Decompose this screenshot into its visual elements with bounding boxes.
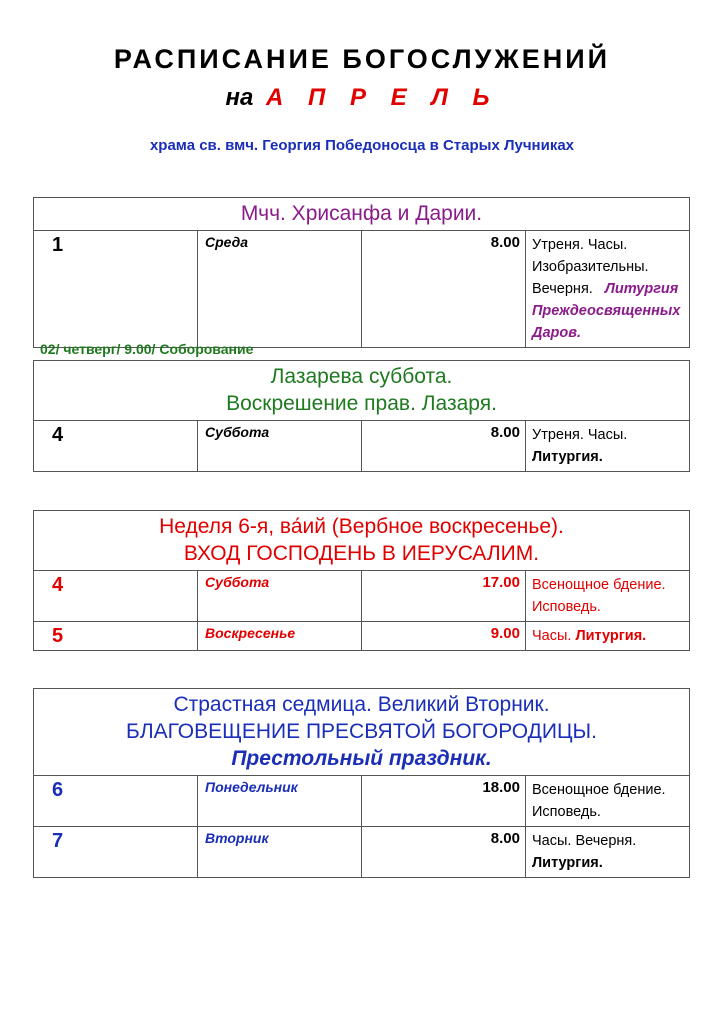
service-time: 8.00 bbox=[362, 827, 526, 878]
month-name: А П Р Е Л Ь bbox=[266, 84, 499, 111]
day-number: 5 bbox=[34, 622, 198, 651]
heading-line: Лазарева суббота. bbox=[270, 365, 453, 388]
table-row bbox=[34, 622, 690, 651]
service-description bbox=[526, 571, 690, 622]
heading-line: ВХОД ГОСПОДЕНЬ В ИЕРУСАЛИМ. bbox=[183, 542, 540, 565]
heading-line: Мчч. Хрисанфа и Дарии. bbox=[240, 202, 483, 225]
liturgy-label: Литургия bbox=[604, 281, 679, 297]
table-row bbox=[34, 421, 690, 472]
church-name: храма св. вмч. Георгия Победоносца в Старых Лучниках bbox=[149, 137, 575, 154]
heading-line: Воскрешение прав. Лазаря. bbox=[226, 392, 497, 415]
page-title: РАСПИСАНИЕ БОГОСЛУЖЕНИЙ bbox=[113, 44, 611, 74]
service-time: 9.00 bbox=[362, 622, 526, 651]
weekday: Суббота bbox=[198, 421, 362, 472]
heading-line: Престольный праздник. bbox=[231, 747, 492, 770]
description-text: Вечерня. bbox=[532, 281, 593, 297]
service-description bbox=[526, 776, 690, 827]
description-text: Часы. Вечерня. bbox=[532, 833, 637, 849]
service-time: 8.00 bbox=[362, 231, 526, 348]
description-text: Часы. bbox=[532, 628, 572, 644]
table-row bbox=[34, 231, 690, 348]
weekday: Воскресенье bbox=[198, 622, 362, 651]
schedule-block-4 bbox=[33, 688, 690, 878]
day-number: 4 bbox=[34, 571, 198, 622]
schedule-block-3 bbox=[33, 510, 690, 651]
liturgy-label: Литургия. bbox=[532, 449, 603, 465]
block-heading bbox=[34, 511, 690, 571]
block-heading bbox=[34, 361, 690, 421]
service-description bbox=[526, 827, 690, 878]
page-subtitle bbox=[0, 84, 724, 112]
day-number: 4 bbox=[34, 421, 198, 472]
liturgy-label: Преждеосвященных Даров. bbox=[532, 303, 681, 341]
weekday: Понедельник bbox=[198, 776, 362, 827]
heading-line: БЛАГОВЕЩЕНИЕ ПРЕСВЯТОЙ БОГОРОДИЦЫ. bbox=[126, 720, 597, 743]
service-time: 8.00 bbox=[362, 421, 526, 472]
service-description bbox=[526, 421, 690, 472]
schedule-block-1 bbox=[33, 197, 690, 348]
description-text: Утреня. Часы. bbox=[532, 427, 628, 443]
description-text: Всенощное бдение. Исповедь. bbox=[532, 577, 666, 615]
table-row bbox=[34, 776, 690, 827]
description-text: Утреня. Часы. Изобразительны. bbox=[532, 237, 649, 275]
liturgy-label: Литургия. bbox=[532, 855, 603, 871]
day-number: 7 bbox=[34, 827, 198, 878]
block-heading bbox=[34, 198, 690, 231]
weekday: Среда bbox=[198, 231, 362, 348]
block-heading bbox=[34, 689, 690, 776]
service-time: 18.00 bbox=[362, 776, 526, 827]
subtitle-prefix: на bbox=[225, 84, 254, 111]
heading-line: Неделя 6-я, ва́ий (Вербное воскресенье). bbox=[159, 515, 564, 538]
service-time: 17.00 bbox=[362, 571, 526, 622]
description-text: Всенощное бдение. Исповедь. bbox=[532, 782, 666, 820]
weekday: Вторник bbox=[198, 827, 362, 878]
liturgy-label: Литургия. bbox=[575, 628, 647, 644]
day-number: 1 bbox=[34, 231, 198, 348]
service-description bbox=[526, 231, 690, 348]
note-unction: 02/ четверг/ 9.00/ Соборование bbox=[40, 341, 254, 357]
table-row bbox=[34, 571, 690, 622]
table-row bbox=[34, 827, 690, 878]
service-description bbox=[526, 622, 690, 651]
heading-line: Страстная седмица. Великий Вторник. bbox=[173, 693, 550, 716]
schedule-block-2 bbox=[33, 360, 690, 472]
day-number: 6 bbox=[34, 776, 198, 827]
weekday: Суббота bbox=[198, 571, 362, 622]
